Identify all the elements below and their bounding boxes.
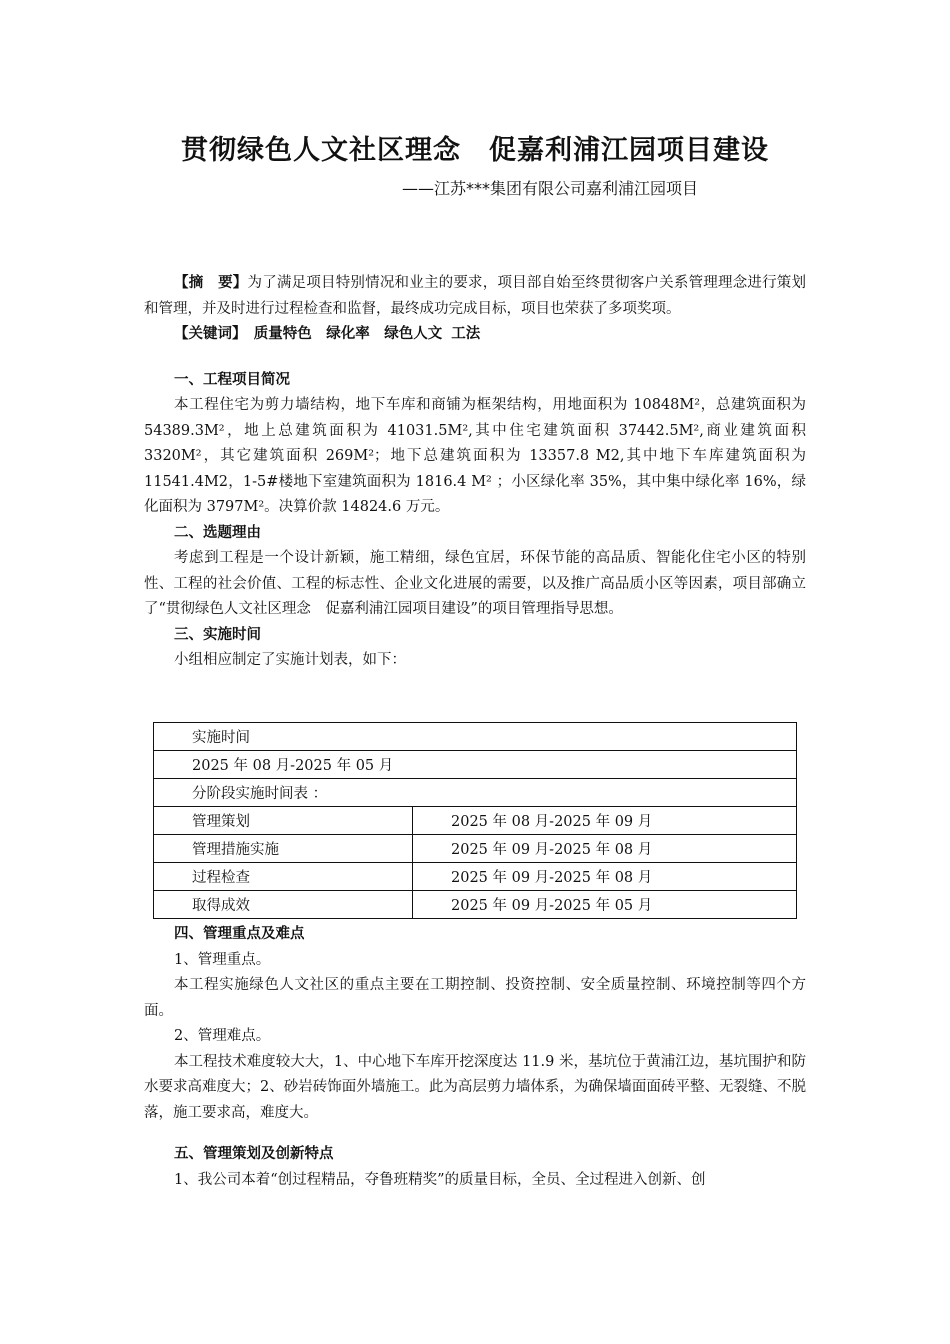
table-row bbox=[154, 779, 797, 807]
section-paragraph: 本工程技术难度较大大，1、中心地下车库开挖深度达 11.9 米，基坑位于黄浦江边，基坑围护和防水要求高难度大；2、砂岩砖饰面外墙施工。此为高层剪力墙体系，为确保墙面面砖平整、无裂缝、不脱落，施工要求高，难度大。 bbox=[144, 1053, 806, 1121]
spacer bbox=[144, 1126, 806, 1142]
section-heading: 五、管理策划及创新特点 bbox=[174, 1146, 334, 1162]
subsection-heading: 2、管理难点。 bbox=[174, 1028, 271, 1044]
abstract-label: 【摘 要】 bbox=[174, 275, 248, 291]
document-body bbox=[144, 271, 806, 674]
table-row bbox=[154, 751, 797, 779]
section-paragraph: 1、我公司本着“创过程精品，夺鲁班精奖”的质量目标，全员、全过程进入创新、创 bbox=[174, 1171, 706, 1188]
stage-name-cell: 取得成效 bbox=[154, 891, 413, 919]
stage-period-cell: 2025 年 09 月-2025 年 08 月 bbox=[413, 835, 797, 863]
stage-name-cell: 管理措施实施 bbox=[154, 835, 413, 863]
stage-period-cell: 2025 年 09 月-2025 年 05 月 bbox=[413, 891, 797, 919]
section-heading: 三、实施时间 bbox=[174, 626, 261, 643]
section-heading: 四、管理重点及难点 bbox=[174, 926, 305, 942]
table-row bbox=[154, 807, 797, 835]
table-cell: 2025 年 08 月-2025 年 05 月 bbox=[154, 751, 797, 779]
document-body-continued bbox=[144, 922, 806, 1193]
abstract bbox=[144, 271, 806, 322]
table-row bbox=[154, 891, 797, 919]
spacer bbox=[144, 348, 806, 368]
abstract-text: 为了满足项目特别情况和业主的要求，项目部自始至终贯彻客户关系管理理念进行策划和管理，并及时进行过程检查和监督，最终成功完成目标，项目也荣获了多项奖项。 bbox=[144, 275, 807, 317]
table-row bbox=[154, 835, 797, 863]
implementation-plan-table bbox=[153, 722, 797, 919]
table-cell: 分阶段实施时间表 ： bbox=[154, 779, 797, 807]
stage-name-cell: 过程检查 bbox=[154, 863, 413, 891]
section-paragraph: 本工程实施绿色人文社区的重点主要在工期控制、投资控制、安全质量控制、环境控制等四个方面。 bbox=[144, 977, 806, 1019]
keywords: 【关键词】 质量特色 绿化率 绿色人文 工法 bbox=[174, 326, 481, 342]
stage-period-cell: 2025 年 08 月-2025 年 09 月 bbox=[413, 807, 797, 835]
stage-period-cell: 2025 年 09 月-2025 年 08 月 bbox=[413, 863, 797, 891]
stage-name-cell: 管理策划 bbox=[154, 807, 413, 835]
section-paragraph: 考虑到工程是一个设计新颖，施工精细，绿色宜居，环保节能的高品质、智能化住宅小区的特别性、工程的社会价值、工程的标志性、企业文化进展的需要，以及推广高品质小区等因素，项目部确立了“贯彻绿色人文社区理念 促嘉利浦江园项目建设”的项目管理指导思想。 bbox=[144, 550, 806, 617]
table-row bbox=[154, 863, 797, 891]
table-cell: 实施时间 bbox=[154, 723, 797, 751]
subsection-heading: 1、管理重点。 bbox=[174, 951, 271, 968]
section-heading: 二、选题理由 bbox=[174, 524, 261, 541]
table-row bbox=[154, 723, 797, 751]
document-subtitle: ——江苏***集团有限公司嘉利浦江园项目 bbox=[401, 179, 698, 198]
document-title: 贯彻绿色人文社区理念 促嘉利浦江园项目建设 bbox=[181, 135, 769, 166]
section-paragraph: 小组相应制定了实施计划表，如下： bbox=[174, 652, 406, 668]
section-heading: 一、工程项目简况 bbox=[174, 371, 290, 388]
section-paragraph: 本工程住宅为剪力墙结构，地下车库和商铺为框架结构，用地面积为 10848M²，总建筑面积为 54389.3M²，地上总建筑面积为 41031.5M²,其中住宅建筑面积 37442.5M²,商业建筑面积 3320M²，其它建筑面积 269M²；地下总建筑面积为 13357.8 M2,其中地下车库建筑面积为 11541.4M2，1-5#楼地下室建筑面积为 1816.4 M² ；小区绿化率 35%，其中集中绿化率 16%，绿化面积为 3797M²。决算价款 14824.6 万元。 bbox=[144, 397, 806, 515]
